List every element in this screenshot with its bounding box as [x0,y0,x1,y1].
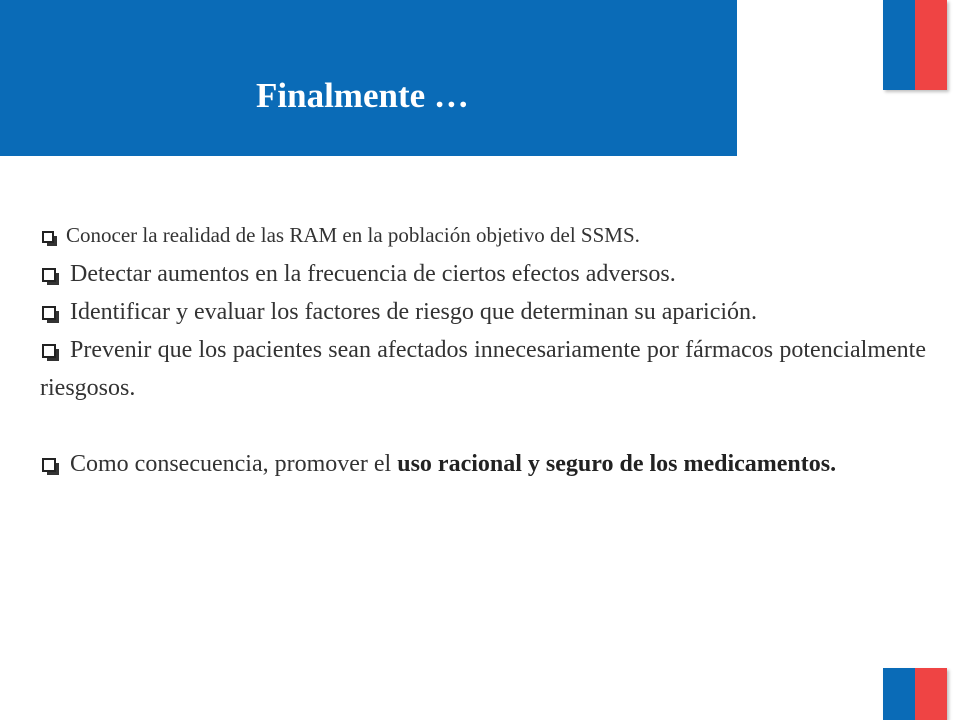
list-item [40,331,926,407]
flag-red-stripe [915,668,947,720]
bullet-text: Identificar y evaluar los factores de riesgo que determinan su aparición. [70,299,758,325]
checkbox-square-icon [42,268,56,282]
bullet-text: Prevenir que los pacientes sean afectados innecesariamente por fármacos potencialmente riesgosos. [40,337,926,401]
checkbox-square-icon [42,458,56,472]
flag-blue-stripe [883,0,915,90]
slide-title: Finalmente … [256,76,469,115]
list-item [40,445,926,483]
checkbox-square-icon [42,231,54,243]
bullet-text: Como consecuencia, promover el [70,451,398,477]
flag-blue-stripe [883,668,915,720]
bullet-emphasis: uso racional y seguro de los medicamentos. [397,451,837,477]
flag-stripes-icon [883,0,947,90]
checkbox-square-icon [42,306,56,320]
flag-stripes-icon [883,668,947,720]
list-item [40,255,926,293]
list-item [40,293,926,331]
bullet-list [40,215,926,483]
bullet-text: Detectar aumentos en la frecuencia de ciertos efectos adversos. [70,261,676,287]
bullet-text: Conocer la realidad de las RAM en la población objetivo del SSMS. [66,223,640,247]
list-item [40,215,926,255]
spacer [40,407,926,445]
flag-red-stripe [915,0,947,90]
checkbox-square-icon [42,344,56,358]
